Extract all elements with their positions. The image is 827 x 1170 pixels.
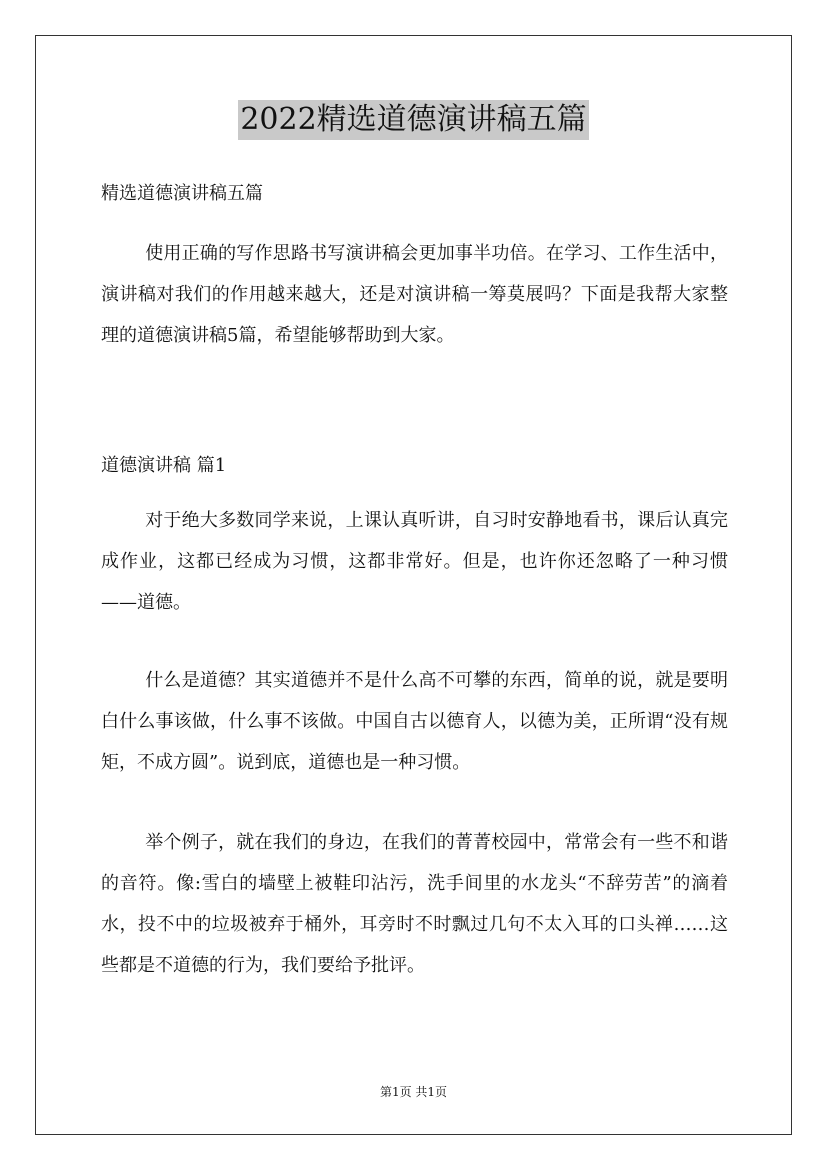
intro-text: 使用正确的写作思路书写演讲稿会更加事半功倍。在学习、工作生活中，演讲稿对我们的作用越来越大，还是对演讲稿一筹莫展吗？下面是我帮大家整理的道德演讲稿5篇，希望能够帮助到大家。 — [101, 243, 728, 346]
intro-paragraph — [101, 233, 728, 356]
paragraph-text: 对于绝大多数同学来说，上课认真听讲，自习时安静地看书，课后认真完成作业，这都已经成为习惯，这都非常好。但是，也许你还忽略了一种习惯——道德。 — [101, 510, 728, 613]
paragraph-text: 什么是道德？其实道德并不是什么高不可攀的东西，简单的说，就是要明白什么事该做，什么事不该做。中国自古以德育人，以德为美，正所谓“没有规矩，不成方圆”。说到底，道德也是一种习惯。 — [101, 670, 728, 773]
page-title: 2022精选道德演讲稿五篇 — [238, 100, 588, 140]
body-paragraph-1 — [101, 500, 728, 623]
body-paragraph-2 — [101, 660, 728, 783]
document-subtitle: 精选道德演讲稿五篇 — [101, 183, 263, 204]
page-footer: 第1页 共1页 — [379, 1085, 448, 1099]
title-container — [0, 100, 827, 140]
paragraph-text: 举个例子，就在我们的身边，在我们的菁菁校园中，常常会有一些不和谐的音符。像:雪白的墙壁上被鞋印沾污，洗手间里的水龙头“不辞劳苦”的滴着水，投不中的垃圾被弃于桶外，耳旁时不时飘过几句不太入耳的口头禅……这些都是不道德的行为，我们要给予批评。 — [101, 832, 728, 976]
body-paragraph-3 — [101, 822, 728, 986]
section-heading: 道德演讲稿 篇1 — [101, 455, 227, 476]
